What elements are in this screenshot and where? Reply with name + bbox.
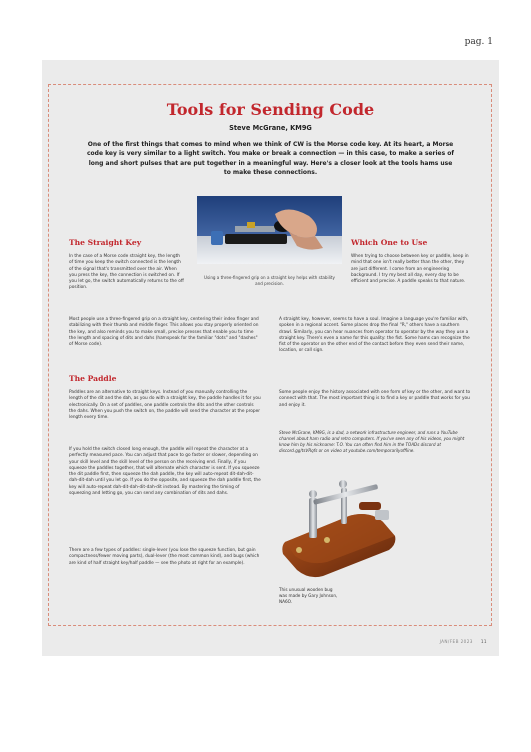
article-intro: One of the first things that comes to mind when we think of CW is the Morse code key. At its heart, a Morse code key is very similar to a light switch. You make or break a connection — in this case, to make a series of long and short pulses that are put together in a meaningful way. Here's a closer look at the tools hams use to make these connections. xyxy=(86,141,455,176)
footer-page-number: 11 xyxy=(480,639,487,644)
which-one-paragraph-1: When trying to choose between key or paddle, keep in mind that one isn't really better than the other, they are just different. I come from an engineering background. I try my best all day, every day to be efficient and precise. A paddle speaks to that nature. xyxy=(351,254,469,285)
heading-straight-key: The Straight Key xyxy=(69,238,142,247)
straight-key-photo xyxy=(197,196,342,264)
straight-key-paragraph-2: Most people use a three-fingered grip on a straight key, centering their index finger and stabilizing with their thumb and middle finger. This allows you stay properly oriented on the key, and also reminds you to make small, precise presses that enable you to time the length and spacing of dits and dahs (hamspeak for the familiar "dots" and "dashes" of Morse code). xyxy=(69,317,259,348)
wooden-bug-photo xyxy=(279,470,402,582)
article-byline: Steve McGrane, KM9G xyxy=(229,124,312,132)
article-title: Tools for Sending Code xyxy=(166,100,375,119)
paddle-paragraph-3: There are a few types of paddles: single-lever (you lose the squeeze function, but gain compactness/fewer moving parts), dual-lever (the most common kind), and bugs (which are kind of half straight key/half paddle — see the photo at right for an example). xyxy=(69,548,260,566)
paddle-paragraph-2: If you hold the switch closed long enough, the paddle will repeat the character at a perfectly measured pace. You can adjust that pace to go faster or slower, depending on your skill level and the skill level of the person on the receiving end. Finally, if you squeeze the paddles together, that will alternate which character is sent. If you squeeze the dit paddle first, then squeeze the dah paddle, the key will auto-repeat dit-dah-dit-dah-dit-dah until you let go. If you do the opposite, and squeeze the dah paddle first, the key will auto-repeat dah-dit-dah-dit-dah-dit instead. By mastering the timing of squeezing and letting go, you can send any combination of dits and dahs. xyxy=(69,447,261,497)
issue-date: JAN/FEB 2023 xyxy=(439,639,473,644)
which-one-paragraph-3: Some people enjoy the history associated with one form of key or the other, and want to connect with that. The most important thing is to find a key or paddle that works for you and enjoy it. xyxy=(279,390,471,408)
straight-key-paragraph-1: In the case of a Morse code straight key, the length of time you keep the switch connected is the length of the signal that's transmitted over the air. When you press the key, the connection is switched on. If you let go, the switch automatically returns to the off position. xyxy=(69,254,184,291)
heading-paddle: The Paddle xyxy=(69,374,117,383)
page-number-label: pag. 1 xyxy=(464,37,493,47)
heading-which-one: Which One to Use xyxy=(351,238,428,247)
page-footer xyxy=(440,639,487,644)
photo-caption-wooden-bug: This unusual wooden bug was made by Gary Johnson, NA6O. xyxy=(279,587,338,604)
photo-caption-straight-key: Using a three-fingered grip on a straight key helps with stability and precision. xyxy=(204,275,335,286)
magazine-page xyxy=(42,60,499,656)
author-bio: Steve McGrane, KM9G, is a dad, a network infrastructure engineer, and runs a YouTube channel about ham radio and retro computers. If you've seen any of his videos, you might know him by his nickname: T.O. You can often find him in the TOADs discord at discord.gg/tsVRqfs or on video at youtube.com/temporarilyoffline. xyxy=(279,430,465,453)
paddle-paragraph-1: Paddles are an alternative to straight keys. Instead of you manually controlling the length of the dit and the dah, as you do with a straight key, the paddle handles it for you electronically. On a set of paddles, one paddle controls the dits and the other controls the dahs. When you push the switch on, the paddle will send the character at the proper length every time. xyxy=(69,390,261,421)
which-one-paragraph-2: A straight key, however, seems to have a soul. Imagine a language you're familiar with, spoken in a regional accent. Some places drop the final "R," others have a southern drawl. Similarly, you can hear nuances from operator to operator by the way they use a straight key. There's even a name for this quality: the fist. Some hams can recognize the fist of the operator on the other end of the contact before they even send their name, location, or call sign. xyxy=(279,317,470,354)
